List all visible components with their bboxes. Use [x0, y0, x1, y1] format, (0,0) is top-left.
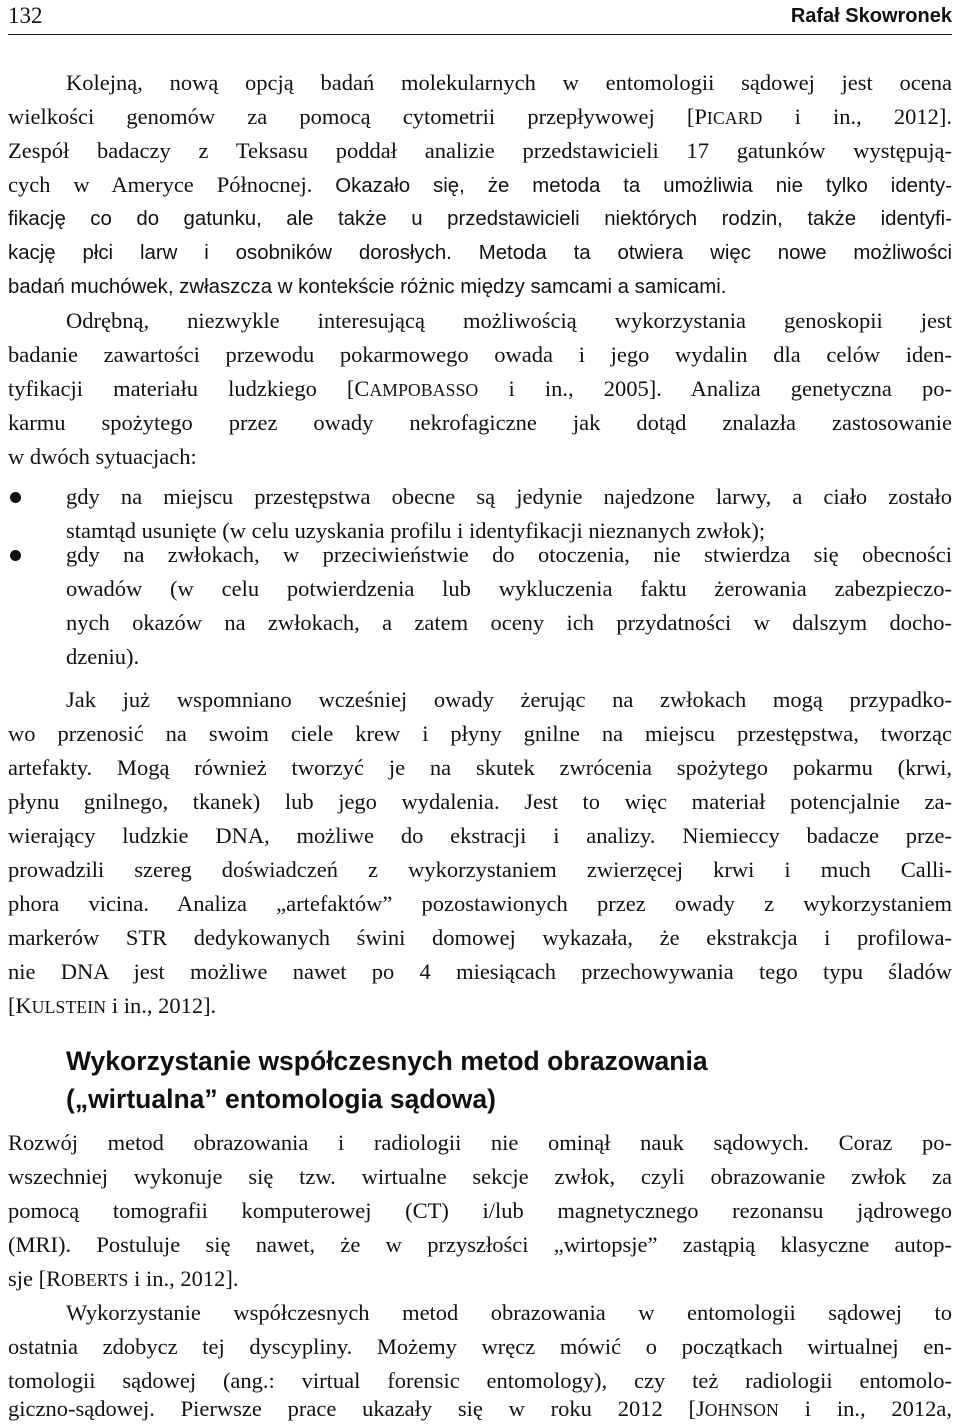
- list-item-line: owadów (w celu potwierdzenia lub wykluczenia faktu żerowania zabezpieczo-: [66, 576, 952, 601]
- text-line: prowadzili szereg doświadczeń z wykorzystaniem zwierzęcej krwi i much Calli-: [8, 857, 952, 882]
- list-item-line: gdy na zwłokach, w przeciwieństwie do otoczenia, nie stwierdza się obecności: [66, 542, 952, 567]
- text-line: wo przenosić na swoim ciele krew i płyny gnilne na miejscu przestępstwa, tworząc: [8, 721, 952, 746]
- text-line: giczno-sądowej. Pierwsze prace ukazały się w roku 2012 [JOHNSON i in., 2012a,: [8, 1396, 952, 1421]
- section-heading-line-2: („wirtualna” entomologia sądowa): [66, 1084, 496, 1114]
- text-line: cych w Ameryce Północnej. Okazało się, że metoda ta umożliwia nie tylko identy-: [8, 172, 953, 197]
- text-line: [KULSTEIN i in., 2012].: [8, 993, 217, 1018]
- text-line: fikację co do gatunku, ale także u przedstawicieli niektórych rodzin, także identyfi-: [8, 208, 952, 230]
- citation-author: ICARD: [706, 108, 763, 128]
- text-line: (MRI). Postuluje się nawet, że w przyszłości „wirtopsje” zastąpią klasyczne autop-: [8, 1232, 952, 1257]
- text-line: Wykorzystanie współczesnych metod obrazowania w entomologii sądowej to: [66, 1300, 952, 1325]
- citation-author: ULSTEIN: [31, 997, 107, 1017]
- citation-author: OHNSON: [704, 1400, 780, 1420]
- running-head-author: Rafał Skowronek: [790, 5, 952, 27]
- text-line: tomologii sądowej (ang.: virtual forensic entomology), czy też radiologii entomolo-: [8, 1368, 952, 1393]
- text-line: badanie zawartości przewodu pokarmowego owada i jego wydalin dla celów iden-: [8, 342, 952, 367]
- text-line: sje [ROBERTS i in., 2012].: [8, 1266, 239, 1291]
- text-line: nie DNA jest możliwe nawet po 4 miesiącach przechowywania tego typu śladów: [8, 959, 952, 984]
- text-line: badań muchówek, zwłaszcza w kontekście różnic między samcami a samicami.: [8, 276, 727, 298]
- text-line: w dwóch sytuacjach:: [8, 444, 197, 469]
- text-line: pomocą tomografii komputerowej (CT) i/lub magnetycznego rezonansu jądrowego: [8, 1198, 952, 1223]
- text-line: wielkości genomów za pomocą cytometrii przepływowej [PICARD i in., 2012].: [8, 104, 952, 129]
- text-line: ostatnia zdobycz tej dyscypliny. Możemy wręcz mówić o początkach wirtualnej en-: [8, 1334, 952, 1359]
- text-line: wierający ludzkie DNA, możliwe do ekstracji i analizy. Niemieccy badacze prze-: [8, 823, 952, 848]
- text-line: Kolejną, nową opcją badań molekularnych w entomologii sądowej jest ocena: [66, 70, 952, 95]
- text-line: płynu gnilnego, tkanek) lub jego wydalenia. Jest to więc materiał potencjalnie za-: [8, 789, 952, 814]
- text-line: Jak już wspomniano wcześniej owady żerując na zwłokach mogą przypadko-: [66, 687, 952, 712]
- list-item-line: gdy na miejscu przestępstwa obecne są jedynie najedzone larwy, a ciało zostało: [66, 484, 952, 509]
- text-line: karmu spożytego przez owady nekrofagiczne jak dotąd znalazła zastosowanie: [8, 410, 952, 435]
- bullet-icon: [10, 550, 21, 561]
- text-line: wszechniej wykonuje się tzw. wirtualne sekcje zwłok, czyli obrazowanie zwłok za: [8, 1164, 952, 1189]
- text-line: Zespół badaczy z Teksasu poddał analizie przedstawicieli 17 gatunków występują-: [8, 138, 952, 163]
- page-number: 132: [8, 3, 43, 28]
- list-item-line: stamtąd usunięte (w celu uzyskania profilu i identyfikacji nieznanych zwłok);: [66, 518, 766, 543]
- text-line: kację płci larw i osobników dorosłych. Metoda ta otwiera więc nowe możliwości: [8, 242, 952, 264]
- text-line: artefakty. Mogą również tworzyć je na skutek zwrócenia spożytego pokarmu (krwi,: [8, 755, 952, 780]
- citation-author: OBERTS: [61, 1270, 129, 1290]
- text-line: Rozwój metod obrazowania i radiologii nie ominął nauk sądowych. Coraz po-: [8, 1130, 952, 1155]
- text-line: markerów STR dedykowanych świni domowej wykazała, że ekstrakcja i profilowa-: [8, 925, 952, 950]
- page-header: [8, 0, 952, 35]
- text-line: phora vicina. Analiza „artefaktów” pozostawionych przez owady z wykorzystaniem: [8, 891, 952, 916]
- text-line: Odrębną, niezwykle interesującą możliwością wykorzystania genoskopii jest: [66, 308, 952, 333]
- citation-author: AMPOBASSO: [369, 380, 479, 400]
- section-heading-line-1: Wykorzystanie współczesnych metod obrazowania: [66, 1046, 708, 1076]
- list-item-line: dzeniu).: [66, 644, 140, 669]
- text-line: tyfikacji materiału ludzkiego [CAMPOBASSO i in., 2005]. Analiza genetyczna po-: [8, 376, 952, 401]
- list-item-line: nych okazów na zwłokach, a zatem oceny ich przydatności w dalszym docho-: [66, 610, 952, 635]
- bullet-icon: [10, 492, 21, 503]
